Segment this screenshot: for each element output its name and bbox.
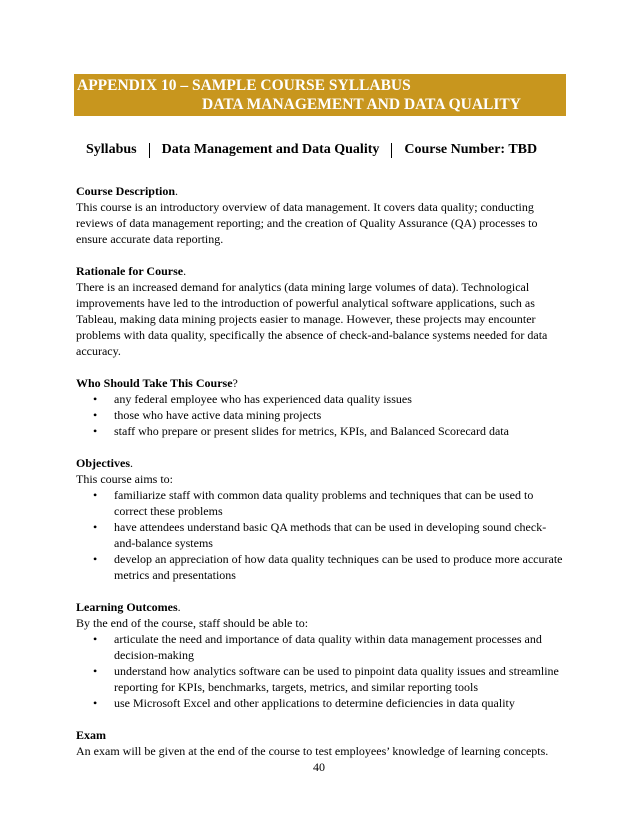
objectives-section: Objectives. This course aims to: • familiarize staff with common data quality problems and techniques that can be used to correct these problems • have attendees understand basic QA methods that can be used in developing sound check-and-balance systems • develop an appreciation of how data quality techniques can be used to produce more accurate metrics and presentations	[76, 455, 566, 583]
syllabus-label: Syllabus	[86, 142, 137, 157]
divider	[391, 143, 392, 158]
objectives-list	[76, 487, 566, 583]
list-item: • staff who prepare or present slides for metrics, KPIs, and Balanced Scorecard data	[93, 424, 509, 438]
section-title: Learning Outcomes	[76, 600, 178, 614]
outcomes-list	[76, 631, 566, 711]
list-item: • articulate the need and importance of data quality within data management processes and decision-making	[93, 632, 542, 662]
rationale-section: Rationale for Course. There is an increased demand for analytics (data mining large volumes of data). Technological improvements have led to the introduction of powerful analytical software applications, such as Tableau, making data mining projects easier to manage. However, these projects may encounter problems with data quality, specifically the absence of check-and-balance systems needed for data accuracy.	[76, 263, 566, 359]
divider	[149, 143, 150, 158]
learning-outcomes-section: Learning Outcomes. By the end of the course, staff should be able to: • articulate the need and importance of data quality within data management processes and decision-making • understand how analytics software can be used to pinpoint data quality issues and streamline reporting for KPIs, benchmarks, targets, metrics, and similar reporting tools • use Microsoft Excel and other applications to determine deficiencies in data quality	[76, 599, 566, 711]
list-item: • have attendees understand basic QA methods that can be used in developing sound check-and-balance systems	[93, 520, 547, 550]
course-description-section: Course Description. This course is an introductory overview of data management. It covers data quality; conducting reviews of data management reporting; and the creation of Quality Assurance (QA) processes to ensure accurate data reporting.	[76, 183, 566, 247]
bullet-icon: •	[93, 552, 98, 566]
section-intro: This course aims to:	[76, 472, 173, 486]
section-body: There is an increased demand for analytics (data mining large volumes of data). Technological improvements have led to the introduction of powerful analytical software applications, such as Tableau, making data mining projects easier to manage. However, these projects may encounter problems with data quality, specifically the absence of check-and-balance systems needed for data accuracy.	[76, 280, 548, 358]
section-title: Who Should Take This Course	[76, 376, 233, 390]
section-intro: By the end of the course, staff should be able to:	[76, 616, 309, 630]
bullet-icon: •	[93, 392, 98, 406]
course-title: Data Management and Data Quality	[161, 142, 380, 157]
section-body: This course is an introductory overview of data management. It covers data quality; conducting reviews of data management reporting; and the creation of Quality Assurance (QA) processes to ensure accurate data reporting.	[76, 200, 538, 246]
list-item: • familiarize staff with common data quality problems and techniques that can be used to correct these problems	[93, 488, 534, 518]
section-title: Exam	[76, 728, 106, 742]
banner-title-line-1: APPENDIX 10 – SAMPLE COURSE SYLLABUS	[77, 77, 411, 94]
syllabus-header-bar	[86, 139, 566, 161]
section-title: Objectives	[76, 456, 130, 470]
bullet-icon: •	[93, 488, 98, 502]
list-item: • those who have active data mining projects	[93, 408, 322, 422]
appendix-banner	[74, 74, 566, 116]
section-title: Rationale for Course	[76, 264, 184, 278]
bullet-icon: •	[93, 696, 98, 710]
audience-section: Who Should Take This Course? • any federal employee who has experienced data quality issues • those who have active data mining projects • staff who prepare or present slides for metrics, KPIs, and Balanced Scorecard data	[76, 375, 566, 439]
bullet-icon: •	[93, 520, 98, 534]
course-number: Course Number: TBD	[404, 142, 538, 157]
list-item: • understand how analytics software can be used to pinpoint data quality issues and streamline reporting for KPIs, benchmarks, targets, metrics, and similar reporting tools	[93, 664, 559, 694]
bullet-icon: •	[93, 632, 98, 646]
list-item: • any federal employee who has experienced data quality issues	[93, 392, 412, 406]
section-title: Course Description	[76, 184, 175, 198]
banner-title-line-2: DATA MANAGEMENT AND DATA QUALITY	[202, 96, 521, 113]
list-item: • use Microsoft Excel and other applications to determine deficiencies in data quality	[93, 696, 515, 710]
bullet-icon: •	[93, 664, 98, 678]
exam-section	[76, 727, 566, 759]
bullet-icon: •	[93, 424, 98, 438]
section-body: An exam will be given at the end of the course to test employees’ knowledge of learning concepts.	[76, 744, 549, 758]
list-item: • develop an appreciation of how data quality techniques can be used to produce more accurate metrics and presentations	[93, 552, 563, 582]
bullet-icon: •	[93, 408, 98, 422]
page-number: 40	[313, 760, 325, 774]
syllabus-content	[76, 183, 566, 775]
audience-list	[76, 391, 566, 439]
